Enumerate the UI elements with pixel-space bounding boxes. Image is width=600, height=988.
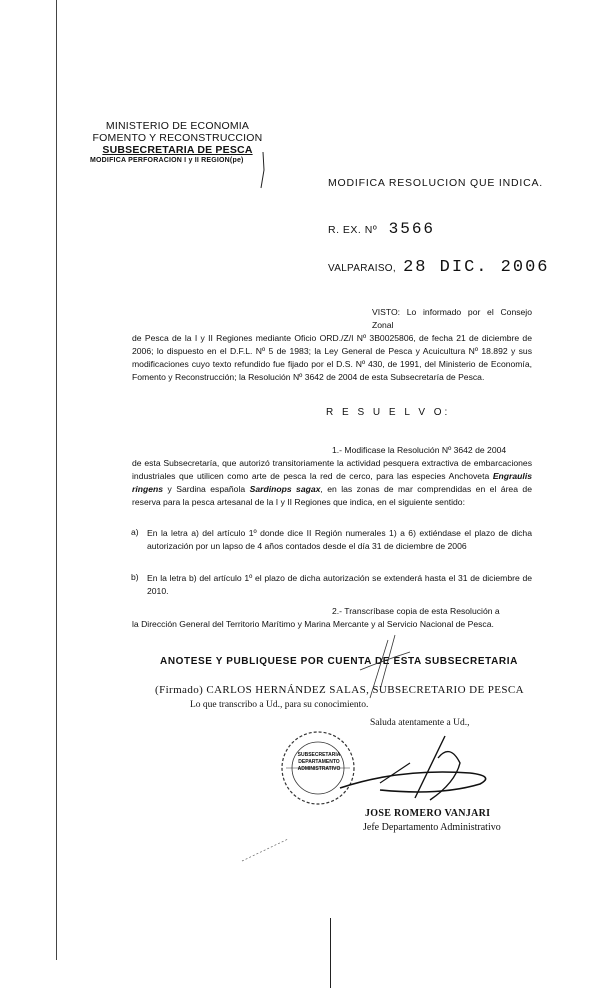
stamp-line-1: SUBSECRETARIA (297, 752, 341, 758)
item-b-mark: b) (131, 572, 139, 582)
species-sardina: Sardinops sagax (249, 484, 321, 494)
paragraph-1-mid: y Sardina española (163, 484, 250, 494)
item-a-mark: a) (131, 527, 139, 537)
visto-paragraph (132, 306, 532, 384)
visto-lead: VISTO: Lo informado por el Consejo Zonal (372, 307, 532, 330)
header-fomento: FOMENTO Y RECONSTRUCCION (92, 132, 263, 144)
pen-mark-icon (255, 150, 271, 190)
paragraph-1-post: , en las zonas de mar comprendidas en el área de reserva para la pesca artesanal de la I y II Regiones que indica, en el siguiente sentido: (132, 484, 532, 507)
item-a-text: En la letra a) del artículo 1º donde dice II Región numerales 1) a 6) extiéndase el plazo de dicha autorización por un lapso de 4 años contados desde el día 31 de diciembre de 2006 (147, 528, 532, 551)
header-subsecretaria: SUBSECRETARIA DE PESCA (102, 144, 253, 156)
subject-line: MODIFICA RESOLUCION QUE INDICA. (328, 177, 543, 189)
saluda-line: Saluda atentamente a Ud., (370, 718, 470, 728)
signatory-title: Jefe Departamento Administrativo (363, 822, 501, 833)
resuelvo-heading: R E S U E L V O: (326, 407, 451, 418)
date-value: 28 DIC. 2006 (403, 258, 550, 277)
ministry-header (90, 120, 265, 165)
paragraph-2-body: la Dirección General del Territorio Marítimo y Marina Mercante y al Servicio Nacional de Pesca. (132, 619, 494, 629)
resolution-label: R. EX. Nº (328, 224, 378, 236)
resolution-date (328, 258, 549, 277)
resolution-value: 3566 (388, 220, 436, 238)
stray-mark-icon (240, 835, 290, 865)
date-place: VALPARAISO, (328, 263, 396, 274)
signature-icon (320, 728, 510, 812)
paragraph-1 (132, 444, 532, 509)
header-ministry: MINISTERIO DE ECONOMIA (105, 120, 250, 132)
anotese-line: ANOTESE Y PUBLIQUESE POR CUENTA DE ESTA SUBSECRETARIA (160, 656, 518, 667)
paragraph-2 (132, 605, 532, 631)
visto-body: de Pesca de la I y II Regiones mediante Oficio ORD./Z/I Nº 3B0025806, de fecha 21 de diciembre de 2006; lo dispuesto en el D.F.L. Nº 5 de 1983; la Ley General de Pesca y Acuicultura Nº 18.892 y sus modificaciones cuyo texto refundido fue fijado por el D.S. Nº 430, de 1991, del Ministerio de Economía, Fomento y Reconstrucción; la Resolución Nº 3642 de 2004 de esta Subsecretaría de Pesca. (132, 333, 532, 382)
firmado-line: (Firmado) CARLOS HERNÁNDEZ SALAS, SUBSECRETARIO DE PESCA (155, 684, 524, 696)
resolution-number (328, 220, 435, 238)
bottom-fold-line (330, 918, 331, 988)
stamp-line-3: ADMINISTRATIVO (297, 766, 341, 772)
margin-line (56, 0, 57, 960)
transcribo-line: Lo que transcribo a Ud., para su conocimiento. (190, 700, 369, 710)
paragraph-1-pre: de esta Subsecretaría, que autorizó transitoriamente la actividad pesquera extractiva de embarcaciones industriales que utilicen como arte de pesca la red de cerco, para las especies Anchoveta (132, 458, 532, 481)
stamp-line-2: DEPARTAMENTO (298, 759, 340, 765)
paragraph-1-lead: 1.- Modificase la Resolución Nº 3642 de 2004 (332, 445, 507, 455)
header-code: MODIFICA PERFORACION I y II REGION(pe) (90, 157, 244, 164)
signatory-name: JOSE ROMERO VANJARI (365, 808, 491, 819)
item-b-text: En la letra b) del artículo 1º el plazo de dicha autorización se extenderá hasta el 31 de diciembre de 2010. (147, 573, 532, 596)
species-anchoveta: Engraulis ringens (132, 471, 532, 494)
handwritten-mark-icon (340, 630, 430, 700)
paragraph-2-lead: 2.- Transcríbase copia de esta Resolución a (332, 606, 500, 616)
